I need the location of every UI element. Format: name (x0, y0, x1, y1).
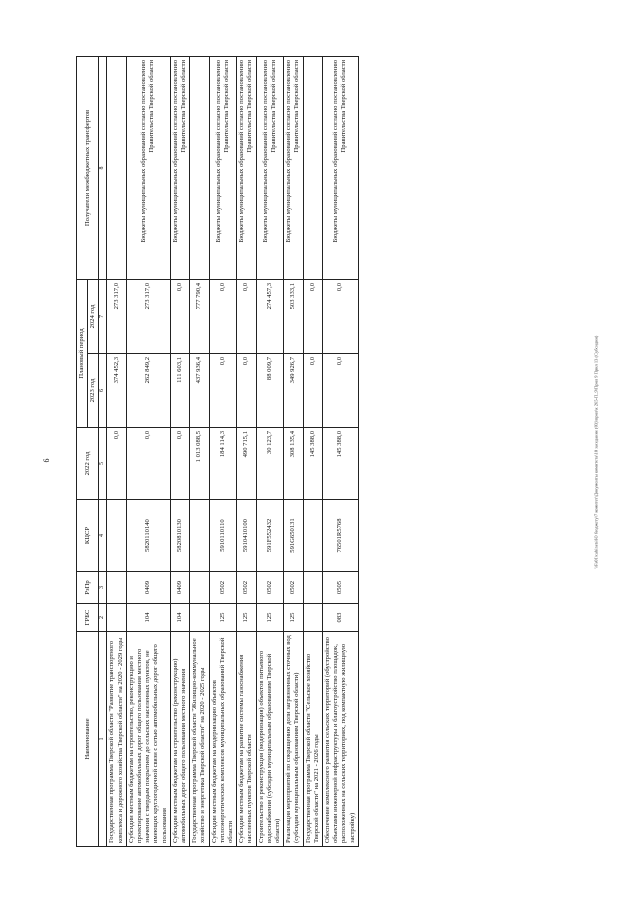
table-row (303, 57, 322, 847)
rotated-table-container (76, 57, 564, 847)
table-cell-rzpr: 0505 (323, 572, 359, 604)
table-cell-recipients (303, 57, 322, 280)
table-row (256, 57, 284, 847)
table-cell-rzpr: 0502 (209, 572, 237, 604)
header-2022: 2022 год (77, 428, 99, 500)
table-cell-name: Государственная программа Тверской области "Сельское хозяйство Тверской области" на 2021 - 2026 годы (303, 632, 322, 847)
table-cell-2023: 111 603,1 (170, 354, 189, 428)
column-index-row (99, 57, 107, 847)
table-cell-2024: 273 317,0 (126, 280, 170, 354)
table-cell-2024: 777 790,4 (190, 280, 209, 354)
table-body (107, 57, 358, 847)
table-cell-2024: 0,0 (237, 280, 256, 354)
table-cell-recipients (107, 57, 126, 280)
table-cell-kcsr: 5820810130 (170, 500, 189, 572)
table-cell-kcsr: 591G650131 (284, 500, 303, 572)
table-cell-name: Государственная программа Тверской области "Развитие транспортного комплекса и дорожного хозяйства Тверской области" на 2020 - 2029 годы (107, 632, 126, 847)
table-row (323, 57, 359, 847)
table-cell-rzpr (190, 572, 209, 604)
table-cell-kcsr (303, 500, 322, 572)
table-cell-2022: 184 114,3 (209, 428, 237, 500)
col-index: 8 (99, 57, 107, 280)
table-row (237, 57, 256, 847)
table-cell-rzpr (303, 572, 322, 604)
table-cell-rzpr: 0502 (284, 572, 303, 604)
table-cell-grbs: 083 (323, 604, 359, 632)
table-cell-kcsr (190, 500, 209, 572)
table-cell-rzpr (107, 572, 126, 604)
table-cell-recipients: Бюджеты муниципальных образований согласно постановлению Правительства Тверской области (209, 57, 237, 280)
table-cell-2024: 0,0 (209, 280, 237, 354)
header-recipients: Получатели межбюджетных трансфертов (77, 57, 99, 280)
table-cell-2024: 0,0 (323, 280, 359, 354)
table-cell-2023: 88 009,7 (256, 354, 284, 428)
table-cell-grbs: 104 (126, 604, 170, 632)
header-name: Наименование (77, 632, 99, 847)
table-cell-recipients: Бюджеты муниципальных образований согласно постановлению Правительства Тверской области (170, 57, 189, 280)
table-cell-name: Субсидии местным бюджетам на развитие системы газоснабжения населенных пунктов Тверской области (237, 632, 256, 847)
table-cell-2023: 374 452,3 (107, 354, 126, 428)
table-cell-2022: 490 715,1 (237, 428, 256, 500)
col-index: 5 (99, 428, 107, 500)
table-cell-kcsr: 76501R5768 (323, 500, 359, 572)
table-cell-recipients: Бюджеты муниципальных образований согласно постановлению Правительства Тверской области (126, 57, 170, 280)
table-cell-rzpr: 0502 (237, 572, 256, 604)
table-cell-2022: 308 135,4 (284, 428, 303, 500)
header-grbs: ГРБС (77, 604, 99, 632)
table-cell-grbs (303, 604, 322, 632)
table-cell-2023: 0,0 (303, 354, 322, 428)
table-cell-kcsr: 591F552432 (256, 500, 284, 572)
table-cell-kcsr: 5820110140 (126, 500, 170, 572)
table-cell-grbs (107, 604, 126, 632)
page-number: 9 (41, 458, 51, 463)
table-cell-recipients (190, 57, 209, 280)
table-row (284, 57, 303, 847)
table-row (170, 57, 189, 847)
table-cell-name: Обеспечение комплексного развития сельских территорий (обустройство объектами инженерной инфраструктуры и благоустройство площадок, расположенных на сельских территориях, под компактную жилищную застройку) (323, 632, 359, 847)
table-cell-grbs: 125 (284, 604, 303, 632)
header-plan-period: Плановый период (77, 280, 88, 428)
table-cell-2023: 0,0 (209, 354, 237, 428)
table-cell-2024: 503 333,1 (284, 280, 303, 354)
header-2023: 2023 год (88, 354, 99, 428)
table-cell-kcsr: 5910410100 (237, 500, 256, 572)
table-cell-recipients: Бюджеты муниципальных образований согласно постановлению Правительства Тверской области (284, 57, 303, 280)
table-row (190, 57, 209, 847)
table-cell-grbs: 125 (256, 604, 284, 632)
table-cell-2024: 274 457,3 (256, 280, 284, 354)
table-cell-2022: 145 388,0 (303, 428, 322, 500)
table-cell-name: Субсидии местным бюджетам на модернизацию объектов теплоэнергетических комплексов муниципальных образований Тверской области (209, 632, 237, 847)
table-row (209, 57, 237, 847)
table-cell-kcsr: 5910110110 (209, 500, 237, 572)
table-cell-name: Государственная программа Тверской области "Жилищно-коммунальное хозяйство и энергетика Тверской области" на 2020 - 2025 годы (190, 632, 209, 847)
table-cell-2024: 273 317,0 (107, 280, 126, 354)
table-row (126, 57, 170, 847)
table-cell-grbs: 125 (237, 604, 256, 632)
table-row (107, 57, 126, 847)
table-cell-name: Субсидии местным бюджетам на строительство, реконструкцию и проектирование автомобильных дорог общего пользования местного значения с твердым покрытием до сельских населенных пунктов, не имеющих круглогодичной связи с сетью автомобильных дорог общего пользования (126, 632, 170, 847)
table-cell-grbs (190, 604, 209, 632)
table-cell-2024: 0,0 (170, 280, 189, 354)
col-index: 2 (99, 604, 107, 632)
table-cell-recipients: Бюджеты муниципальных образований согласно постановлению Правительства Тверской области (237, 57, 256, 280)
header-rzpr: РзПр (77, 572, 99, 604)
table-cell-rzpr: 0502 (256, 572, 284, 604)
table-cell-2022: 30 123,7 (256, 428, 284, 500)
footer-file-path: \\Fs01\cabinets\Ю бюджету\7 комитет\Документы комитета\10 заседание (03)\прил\к 265-П_9\Прил 9 Прил 13 (Субсидии) (593, 335, 599, 569)
table-cell-rzpr: 0409 (170, 572, 189, 604)
table-cell-grbs: 125 (209, 604, 237, 632)
table-cell-kcsr (107, 500, 126, 572)
table-cell-name: Строительство и реконструкция (модернизация) объектов питьевого водоснабжения (субсидии муниципальным образованиям Тверской области) (256, 632, 284, 847)
table-cell-2022: 145 388,0 (323, 428, 359, 500)
col-index: 4 (99, 500, 107, 572)
header-2024: 2024 год (88, 280, 99, 354)
table-cell-name: Реализация мероприятий по сокращению доли загрязненных сточных вод (субсидии муниципальным образованиям Тверской области) (284, 632, 303, 847)
table-cell-2022: 1 013 088,5 (190, 428, 209, 500)
table-cell-recipients: Бюджеты муниципальных образований согласно постановлению Правительства Тверской области (256, 57, 284, 280)
table-cell-rzpr: 0409 (126, 572, 170, 604)
subsidy-table (76, 56, 359, 847)
table-cell-2022: 0,0 (107, 428, 126, 500)
col-index: 3 (99, 572, 107, 604)
table-cell-recipients: Бюджеты муниципальных образований согласно постановлению Правительства Тверской области (323, 57, 359, 280)
table-cell-2022: 0,0 (170, 428, 189, 500)
table-cell-2023: 0,0 (237, 354, 256, 428)
table-cell-2023: 0,0 (323, 354, 359, 428)
col-index: 7 (99, 280, 107, 354)
header-kcsr: КЦСР (77, 500, 99, 572)
table-cell-2023: 349 926,7 (284, 354, 303, 428)
table-cell-grbs: 104 (170, 604, 189, 632)
table-cell-name: Субсидии местным бюджетам на строительство (реконструкцию) автомобильных дорог общего пользования местного значения (170, 632, 189, 847)
table-cell-2024: 0,0 (303, 280, 322, 354)
col-index: 1 (99, 632, 107, 847)
col-index: 6 (99, 354, 107, 428)
table-cell-2022: 0,0 (126, 428, 170, 500)
table-cell-2023: 262 849,2 (126, 354, 170, 428)
table-cell-2023: 437 936,4 (190, 354, 209, 428)
